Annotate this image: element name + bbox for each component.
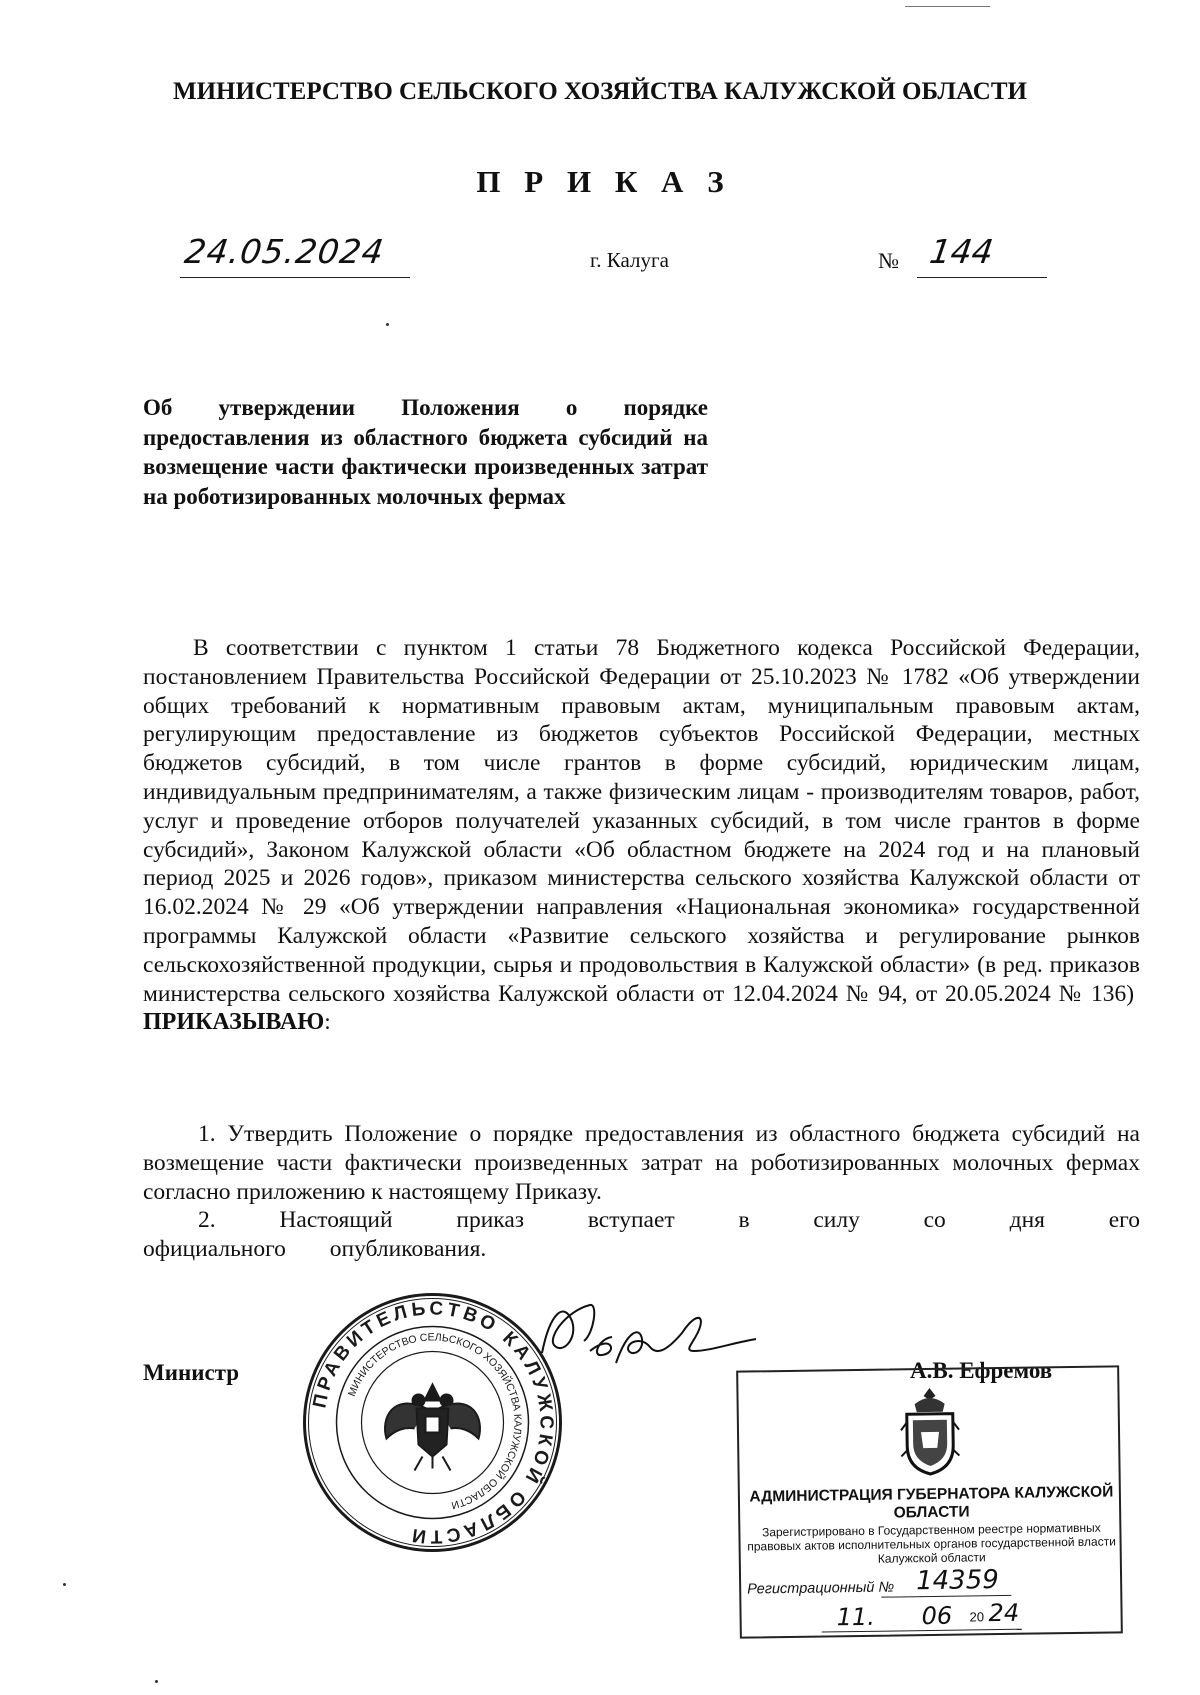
registration-note-line-2: правовых актов исполнительных органов государственной власти <box>747 1534 1116 1554</box>
ministry-heading: МИНИСТЕРСТВО СЕЛЬСКОГО ХОЗЯЙСТВА КАЛУЖСКОЙ ОБЛАСТИ <box>173 78 1027 105</box>
registration-number-underline <box>881 1595 1011 1598</box>
scan-dot <box>63 1583 66 1586</box>
kaluga-coat-of-arms-icon <box>898 1386 961 1477</box>
orders-colon: : <box>324 1009 331 1036</box>
registration-month: 06 <box>921 1601 953 1631</box>
preamble-text: В соответствии с пунктом 1 статьи 78 Бюджетного кодекса Российской Федерации, постановлением Правительства Российской Федерации от 25.10.2023 № 1782 «Об утверждении общих требований к нормативным правовым актам, муниципальным правовым актам, регулирующим предоставление из бюджетов субъектов Российской Федерации, местных бюджетов субсидий, в том числе грантов в форме субсидий, юридическим лицам, индивидуальным предпринимателям, а также физическим лицам - производителям товаров, работ, услуг и проведение отборов получателей указанных субсидий, в том числе грантов в форме субсидий», Законом Калужской области «Об областном бюджете на 2024 год и на плановый период 2025 и 2026 годов», приказом министерства сельского хозяйства Калужской области от 16.02.2024 № 29 «Об утверждении направления «Национальная экономика» государственной программы Калужской области «Развитие сельского хозяйства и регулирование рынков сельскохозяйственной продукции, сырья и продовольствия в Калужской области» (в ред. приказов министерства сельского хозяйства Калужской области от 12.04.2024 № 94, от 20.05.2024 № 136) <box>143 635 1140 1007</box>
scan-dot <box>155 1680 158 1683</box>
registration-year-suffix: 24 <box>988 1598 1020 1628</box>
order-item-2: 2. Настоящий приказ вступает в силу со дня его официального опубликования. <box>143 1207 1140 1262</box>
registration-note-line-1: Зарегистрировано в Государственном реестре нормативных <box>761 1520 1101 1540</box>
scan-artifact-line <box>905 6 990 7</box>
date-underline <box>180 277 410 278</box>
signatory-name: А.В. Ефремов <box>910 1358 1053 1383</box>
scan-dot <box>386 323 389 326</box>
registration-note-line-3: Калужской области <box>877 1550 986 1566</box>
registration-number-label: Регистрационный № <box>747 1579 895 1598</box>
double-headed-eagle-icon <box>385 1385 480 1471</box>
registration-year-prefix: 20 <box>969 1609 985 1625</box>
seal-outer-textpath: ПРАВИТЕЛЬСТВО КАЛУЖСКОЙ ОБЛАСТИ <box>309 1298 557 1547</box>
number-underline <box>917 277 1047 278</box>
handwritten-order-number: 144 <box>927 232 996 271</box>
registration-day: 11. <box>836 1602 875 1632</box>
seal-inner-textpath: МИНИСТЕРСТВО СЕЛЬСКОГО ХОЗЯЙСТВА КАЛУЖСКОЙ ОБЛАСТИ <box>345 1331 524 1512</box>
orders-keyword: ПРИКАЗЫВАЮ <box>143 1009 325 1036</box>
order-subject: Об утверждении Положения о порядке предоставления из областного бюджета субсидий на возмещение части фактически произведенных затрат на роботизированных молочных фермах <box>143 395 708 509</box>
registration-number: 14359 <box>915 1565 1000 1597</box>
registration-note <box>746 1520 1117 1567</box>
city-label: г. Калуга <box>590 248 669 272</box>
document-type-title: П Р И К А З <box>476 164 732 199</box>
preamble-paragraph <box>143 634 1140 1037</box>
signatory-position: Министр <box>143 1360 240 1385</box>
number-sign: № <box>878 248 899 273</box>
handwritten-date: 24.05.2024 <box>182 232 387 271</box>
registration-stamp <box>736 1365 1123 1638</box>
registration-authority: АДМИНИСТРАЦИЯ ГУБЕРНАТОРА КАЛУЖСКОЙ ОБЛАСТИ <box>749 1483 1114 1522</box>
official-seal-icon <box>300 1290 565 1555</box>
order-item-1: 1. Утвердить Положение о порядке предоставления из областного бюджета субсидий на возмещение части фактически произведенных затрат на роботизированных молочных фермах согласно приложению к настоящему Приказу. <box>143 1121 1140 1205</box>
handwritten-signature-icon <box>532 1293 762 1383</box>
